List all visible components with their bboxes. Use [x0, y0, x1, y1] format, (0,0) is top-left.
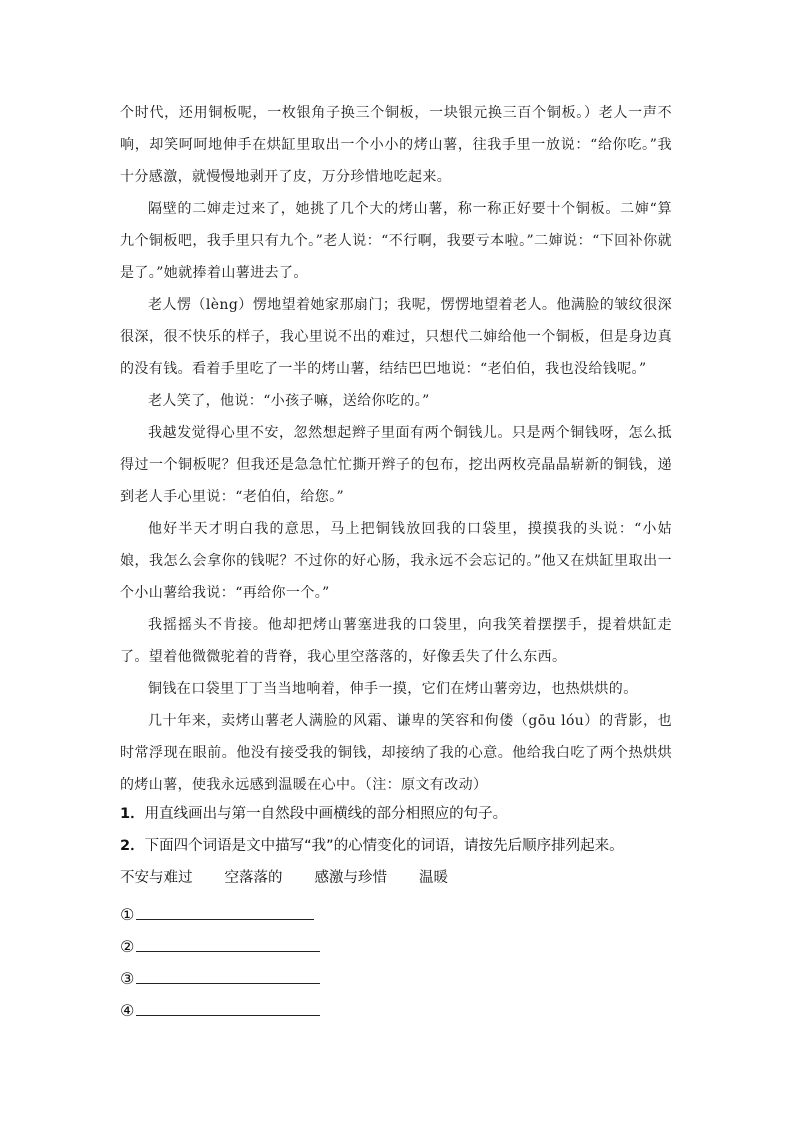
- answer-marker-4: ④: [120, 1001, 135, 1020]
- word-option-4: 温暖: [419, 870, 448, 886]
- story-paragraph-3: 老人愣（lèng）愣地望着她家那扇门；我呢，愣愣地望着老人。他满脸的皱纹很深很深，很不快乐的样子，我心里说不出的难过，只想代二婶给他一个铜板，但是身边真的没有钱。看着手里吃了一半的烤山薯，结结巴巴地说：“老伯伯，我也没给钱呢。”: [120, 297, 672, 377]
- story-paragraph-6: 他好半天才明白我的意思，马上把铜钱放回我的口袋里，摸摸我的头说：“小姑娘，我怎么会拿你的钱呢？不过你的好心肠，我永远不会忘记的。”他又在烘缸里取出一个小山薯给我说：“再给你一个。”: [120, 521, 672, 601]
- questions-section: [120, 798, 680, 1022]
- question-2-text: 下面四个词语是文中描写“我”的心情变化的词语，请按先后顺序排列起来。: [144, 838, 624, 854]
- answer-blank-4: [120, 990, 680, 1022]
- answer-marker-3: ③: [120, 969, 135, 988]
- word-option-2: 空落落的: [224, 870, 283, 886]
- answer-line-3[interactable]: [136, 967, 320, 984]
- answer-line-2[interactable]: [136, 935, 320, 952]
- story-passage: [120, 97, 672, 801]
- story-paragraph-4: 老人笑了，他说：“小孩子嘛，送给你吃的。”: [148, 393, 430, 409]
- word-option-1: 不安与难过: [120, 870, 193, 886]
- question-2: [120, 830, 680, 862]
- answer-marker-2: ②: [120, 937, 135, 956]
- answer-blank-1: [120, 894, 680, 926]
- question-2-number: 2．: [120, 838, 145, 854]
- answer-blank-2: [120, 926, 680, 958]
- answer-marker-1: ①: [120, 905, 135, 924]
- question-1-number: 1．: [120, 806, 145, 822]
- story-paragraph-2: 隔壁的二婶走过来了，她挑了几个大的烤山薯，称一称正好要十个铜板。二婶“算九个铜板吧，我手里只有九个。”老人说：“不行啊，我要亏本啦。”二婶说：“下回补你就是了。”她就捧着山薯进去了。: [120, 201, 672, 281]
- answer-line-1[interactable]: [136, 903, 314, 920]
- question-1: [120, 798, 680, 830]
- answer-line-4[interactable]: [136, 999, 320, 1016]
- word-option-3: 感激与珍惜: [314, 870, 387, 886]
- story-paragraph-9: 几十年来，卖烤山薯老人满脸的风霜、谦卑的笑容和佝偻（gōu lóu）的背影，也时常浮现在眼前。他没有接受我的铜钱，却接纳了我的心意。他给我白吃了两个热烘烘的烤山薯，使我永远感到温暖在心中。（注：原文有改动）: [120, 713, 672, 793]
- story-paragraph-1: 个时代，还用铜板呢，一枚银角子换三个铜板，一块银元换三百个铜板。）老人一声不响，却笑呵呵地伸手在烘缸里取出一个小小的烤山薯，往我手里一放说：“给你吃。”我十分感激，就慢慢地剥开了皮，万分珍惜地吃起来。: [120, 105, 672, 185]
- story-paragraph-5: 我越发觉得心里不安，忽然想起辫子里面有两个铜钱儿。只是两个铜钱呀，怎么抵得过一个铜板呢？但我还是急急忙忙撕开辫子的包布，挖出两枚亮晶晶崭新的铜钱，递到老人手心里说：“老伯伯，给您。”: [120, 425, 672, 505]
- word-options: [120, 862, 680, 894]
- story-paragraph-7: 我摇摇头不肯接。他却把烤山薯塞进我的口袋里，向我笑着摆摆手，提着烘缸走了。望着他微微驼着的背脊，我心里空落落的，好像丢失了什么东西。: [120, 617, 672, 665]
- question-1-text: 用直线画出与第一自然段中画横线的部分相照应的句子。: [144, 806, 508, 822]
- story-paragraph-8: 铜钱在口袋里丁丁当当地响着，伸手一摸，它们在烤山薯旁边，也热烘烘的。: [148, 681, 638, 697]
- answer-blank-3: [120, 958, 680, 990]
